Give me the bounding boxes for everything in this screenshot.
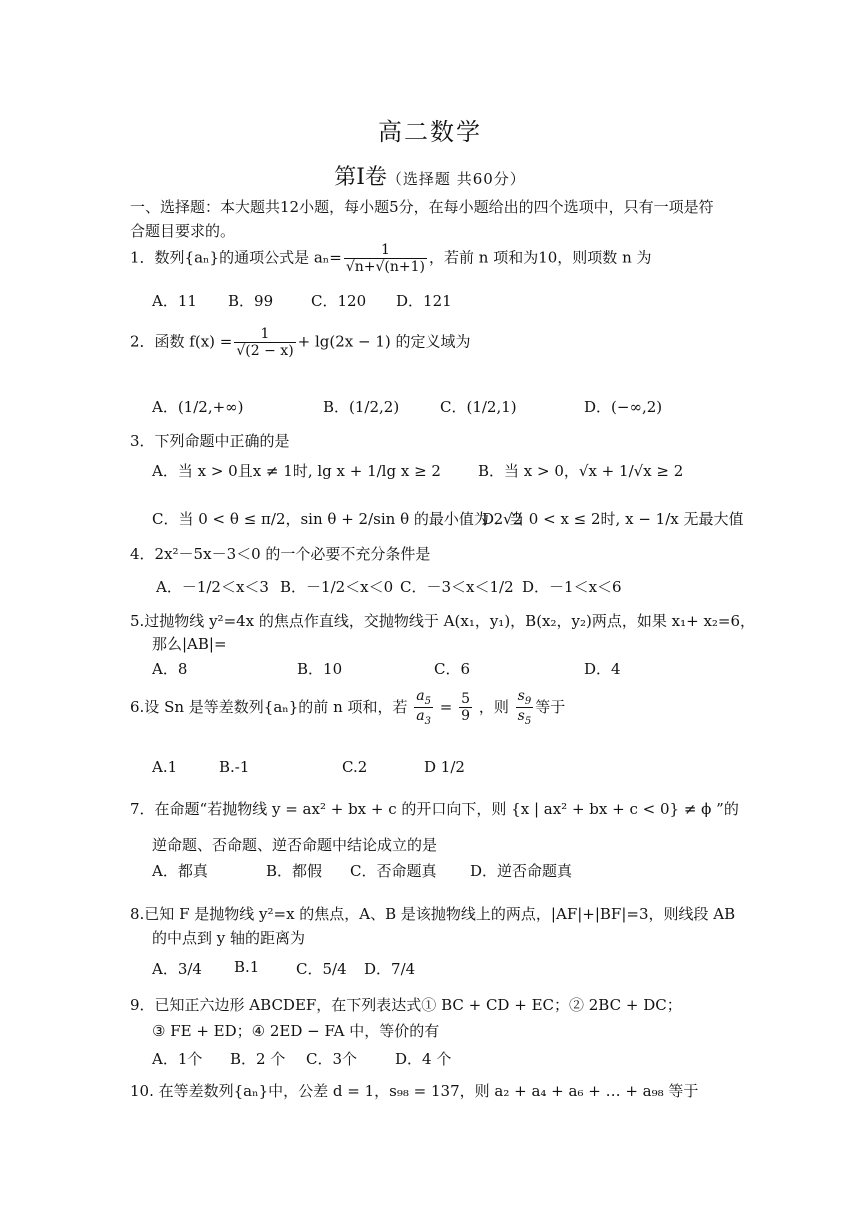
question-2 xyxy=(130,326,471,359)
section-title-main: 第Ⅰ卷 xyxy=(334,165,387,190)
intro-line-2: 合题目要求的。 xyxy=(130,222,236,240)
q6-ratio-a: $\frac{a_5}{a_3}$ xyxy=(416,688,432,728)
q8-option-d: D．7/4 xyxy=(364,960,416,978)
q4-option-a: A．－1/2＜x＜3 xyxy=(156,578,269,596)
question-10: 10. 在等差数列{aₙ}中，公差 d = 1，s₉₈ = 137，则 a₂ + a₄ + a₆ + … + a₉₈ 等于 xyxy=(130,1082,699,1100)
question-9: 9．已知正六边形 ABCDEF，在下列表达式① BC + CD + EC；② 2BC + DC； xyxy=(130,996,682,1014)
q1-stem-post: ，若前 n 项和为10，则项数 n 为 xyxy=(429,248,652,267)
q3-option-c: C．当 0 < θ ≤ π/2，sin θ + 2/sin θ 的最小值为 2√2 xyxy=(152,510,523,528)
q8-option-c: C．5/4 xyxy=(296,960,347,978)
section-title xyxy=(0,160,860,191)
question-1 xyxy=(130,242,652,275)
page-title: 高二数学 xyxy=(378,118,482,146)
q2-frac-den: √(2 − x) xyxy=(236,343,294,360)
q5-option-d: D．4 xyxy=(584,660,621,678)
intro-line-1: 一、选择题：本大题共12小题，每小题5分，在每小题给出的四个选项中，只有一项是符 xyxy=(130,198,714,216)
q5-option-a: A．8 xyxy=(152,660,188,678)
q1-option-b: B．99 xyxy=(228,292,274,310)
question-7-cont: 逆命题、否命题、逆否命题中结论成立的是 xyxy=(152,836,438,854)
q2-option-b: B．(1/2,2) xyxy=(323,398,400,416)
section-title-note: （选择题 共60分） xyxy=(386,170,526,188)
q6-option-b: B.-1 xyxy=(219,758,250,776)
q2-option-a: A．(1/2,+∞) xyxy=(152,398,244,416)
q8-option-a: A．3/4 xyxy=(152,960,202,978)
q1-option-c: C．120 xyxy=(311,292,367,310)
q6-stem-post: 等于 xyxy=(535,697,566,716)
q1-stem-pre: 1．数列{aₙ}的通项公式是 aₙ= xyxy=(130,248,342,267)
q4-option-b: B．－1/2＜x＜0 xyxy=(280,578,394,596)
q1-frac-num: 1 xyxy=(344,242,427,259)
q1-fraction xyxy=(344,242,427,275)
question-8-cont: 的中点到 y 轴的距离为 xyxy=(152,929,306,947)
question-6: 6.设 Sn 是等差数列{aₙ}的前 n 项和，若 $\frac{a_5}{a_3}$ = $\frac{5}{9}$ ，则 $\frac{s_9}{s_5}$ 等于 xyxy=(130,688,566,728)
q6-option-a: A.1 xyxy=(152,758,178,776)
q6-stem-pre: 6.设 Sn 是等差数列{aₙ}的前 n 项和，若 xyxy=(130,697,408,716)
q2-fraction xyxy=(234,326,295,359)
q1-frac-den: √n+√(n+1) xyxy=(345,259,426,276)
question-8: 8.已知 F 是抛物线 y²=x 的焦点，A、B 是该抛物线上的两点，|AF|+|BF|=3，则线段 AB xyxy=(130,905,736,923)
question-4: 4．2x²－5x－3＜0 的一个必要不充分条件是 xyxy=(130,545,431,563)
q3-option-a: A．当 x > 0且x ≠ 1时, lg x + 1/lg x ≥ 2 xyxy=(152,462,441,480)
q2-stem-post: + lg(2x − 1) 的定义域为 xyxy=(297,332,471,351)
q2-frac-num: 1 xyxy=(234,326,295,343)
q4-option-d: D．－1＜x＜6 xyxy=(522,578,622,596)
q7-option-b: B．都假 xyxy=(266,862,323,880)
question-5-cont: 那么|AB|= xyxy=(152,635,227,653)
question-9-cont: ③ FE + ED；④ 2ED − FA 中，等价的有 xyxy=(152,1022,440,1040)
q6-option-d: D 1/2 xyxy=(424,758,465,776)
question-5: 5.过抛物线 y²=4x 的焦点作直线，交抛物线于 A(x₁，y₁)，B(x₂，y₂)两点，如果 x₁+ x₂=6， xyxy=(130,612,756,630)
question-7: 7．在命题“若抛物线 y = ax² + bx + c 的开口向下，则 {x | ax² + bx + c < 0} ≠ ϕ ”的 xyxy=(130,800,739,818)
q9-option-c: C．3个 xyxy=(306,1050,358,1068)
question-3: 3．下列命题中正确的是 xyxy=(130,432,290,450)
q6-ratio-s: $\frac{s_9}{s_5}$ xyxy=(517,688,532,728)
q5-option-b: B．10 xyxy=(297,660,343,678)
q1-option-a: A．11 xyxy=(152,292,197,310)
q2-option-d: D．(−∞,2) xyxy=(584,398,663,416)
q6-option-c: C.2 xyxy=(342,758,368,776)
q6-stem-mid: ，则 xyxy=(478,697,509,716)
q3-option-d: D．当 0 < x ≤ 2时, x − 1/x 无最大值 xyxy=(482,510,744,528)
q9-option-a: A．1个 xyxy=(152,1050,203,1068)
q2-option-c: C．(1/2,1) xyxy=(440,398,517,416)
q1-option-d: D．121 xyxy=(396,292,452,310)
q7-option-a: A．都真 xyxy=(152,862,208,880)
q7-option-d: D．逆否命题真 xyxy=(470,862,573,880)
q9-option-d: D．4 个 xyxy=(395,1050,452,1068)
q7-option-c: C．否命题真 xyxy=(350,862,437,880)
q9-option-b: B．2 个 xyxy=(230,1050,286,1068)
q2-stem-pre: 2．函数 f(x) = xyxy=(130,332,233,351)
q3-option-b: B．当 x > 0，√x + 1/√x ≥ 2 xyxy=(478,462,684,480)
q8-option-b: B.1 xyxy=(234,958,260,976)
q6-ratio-value: $\frac{5}{9}$ xyxy=(461,691,471,725)
q5-option-c: C．6 xyxy=(434,660,471,678)
q4-option-c: C．－3＜x＜1/2 xyxy=(400,578,514,596)
